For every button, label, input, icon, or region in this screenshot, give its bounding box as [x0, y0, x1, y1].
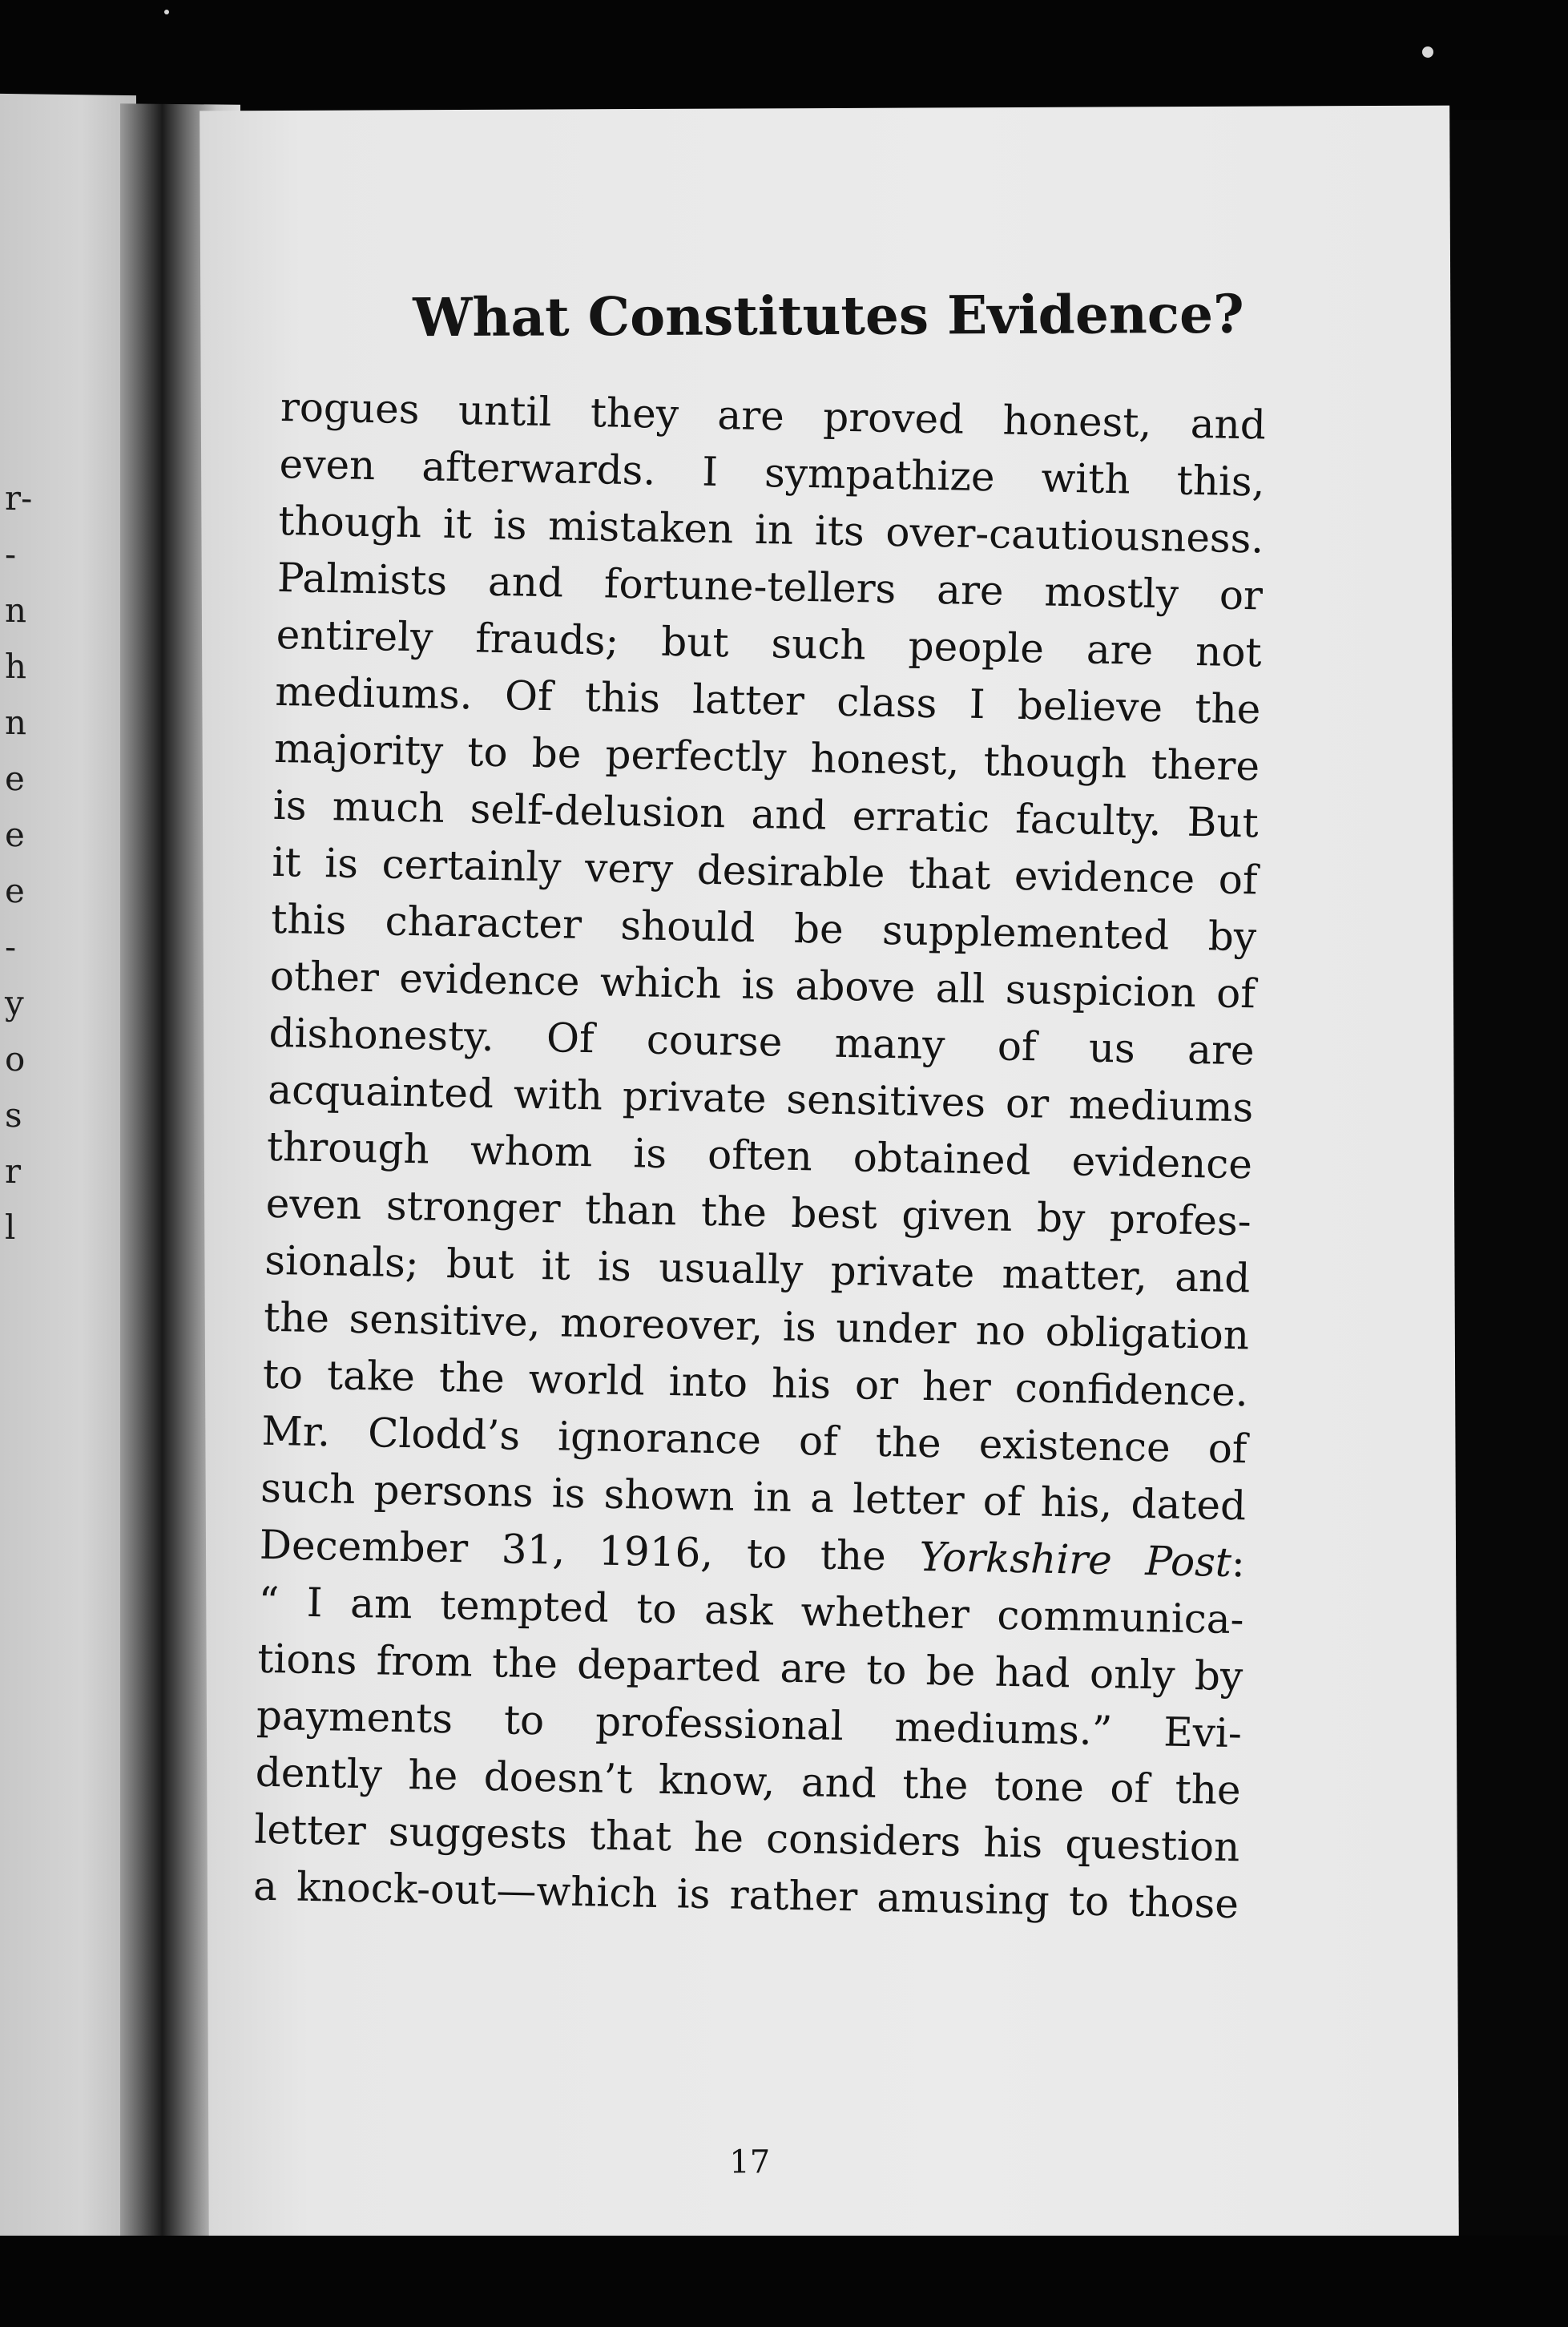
text-run: through whom is often obtained evidence [266, 1123, 1253, 1188]
text-run: such persons is shown in a letter of his, dated [260, 1464, 1247, 1530]
dust-speck [1422, 46, 1433, 58]
scan-border-bottom [0, 2236, 1568, 2327]
text-run: : [1231, 1539, 1246, 1587]
fragment: n [5, 702, 27, 743]
text-run: letter suggests that he considers his question [253, 1805, 1240, 1871]
text-run: Palmists and fortune-tellers are mostly or [276, 554, 1264, 619]
text-run: is much self-delusion and erratic faculty. But [272, 781, 1260, 847]
text-run: payments to professional mediums.” Evi- [256, 1692, 1243, 1757]
text-run: a knock-out—which is rather amusing to those [252, 1862, 1239, 1928]
fragment: - [5, 926, 17, 967]
text-run: even stronger than the best given by profes- [265, 1180, 1252, 1245]
facing-page-edge [0, 94, 136, 2259]
fragment: r- [5, 478, 33, 518]
text-run: acquainted with private sensitives or mediums [267, 1066, 1254, 1131]
text-run: entirely frauds; but such people are not [276, 611, 1263, 676]
text-run: though it is mistaken in its over-cautiousness. [277, 497, 1264, 563]
scan-border-top [0, 0, 1568, 120]
text-run: sionals; but it is usually private matter, and [264, 1236, 1251, 1302]
fragment: l [5, 1207, 16, 1248]
fragment: e [5, 814, 25, 855]
text-run: to take the world into his or her confidence. [262, 1350, 1249, 1416]
fragment: n [5, 590, 27, 631]
dust-speck [164, 10, 169, 14]
text-run: other evidence which is above all suspicion of [269, 952, 1256, 1018]
text-run: dishonesty. Of course many of us are [268, 1009, 1256, 1075]
text-run: the sensitive, moreover, is under no obligation [263, 1293, 1250, 1359]
text-run: December 31, 1916, to the [259, 1521, 920, 1580]
fragment: e [5, 870, 25, 911]
fragment: - [5, 534, 17, 575]
fragment: r [5, 1151, 22, 1192]
text-run: even afterwards. I sympathize with this, [279, 440, 1266, 506]
page-number: 17 [729, 2144, 771, 2181]
text-run: dently he doesn’t know, and the tone of the [255, 1748, 1242, 1814]
running-head: What Constitutes Evidence? [413, 282, 1244, 349]
fragment: h [5, 646, 27, 687]
italic-title: Yorkshire Post [918, 1533, 1232, 1586]
text-run: “ I am tempted to ask whether communica- [258, 1578, 1245, 1643]
text-run: majority to be perfectly honest, though there [273, 724, 1260, 790]
fragment: s [5, 1095, 22, 1135]
text-run: tions from the departed are to be had only by [256, 1635, 1244, 1700]
text-run: mediums. Of this latter class I believe the [274, 667, 1261, 733]
fragment: y [5, 982, 24, 1023]
book-page [200, 106, 1459, 2251]
text-run: this character should be supplemented by [270, 895, 1257, 961]
text-run: Mr. Clodd’s ignorance of the existence of [261, 1407, 1248, 1473]
text-run: it is certainly very desirable that evidence of [272, 838, 1258, 904]
body-text [253, 379, 1267, 1933]
fragment: o [5, 1038, 26, 1079]
text-run: rogues until they are proved honest, and [280, 383, 1267, 449]
facing-page-text-fragments [5, 470, 37, 1256]
page-content [200, 106, 1459, 2251]
fragment: e [5, 758, 25, 799]
